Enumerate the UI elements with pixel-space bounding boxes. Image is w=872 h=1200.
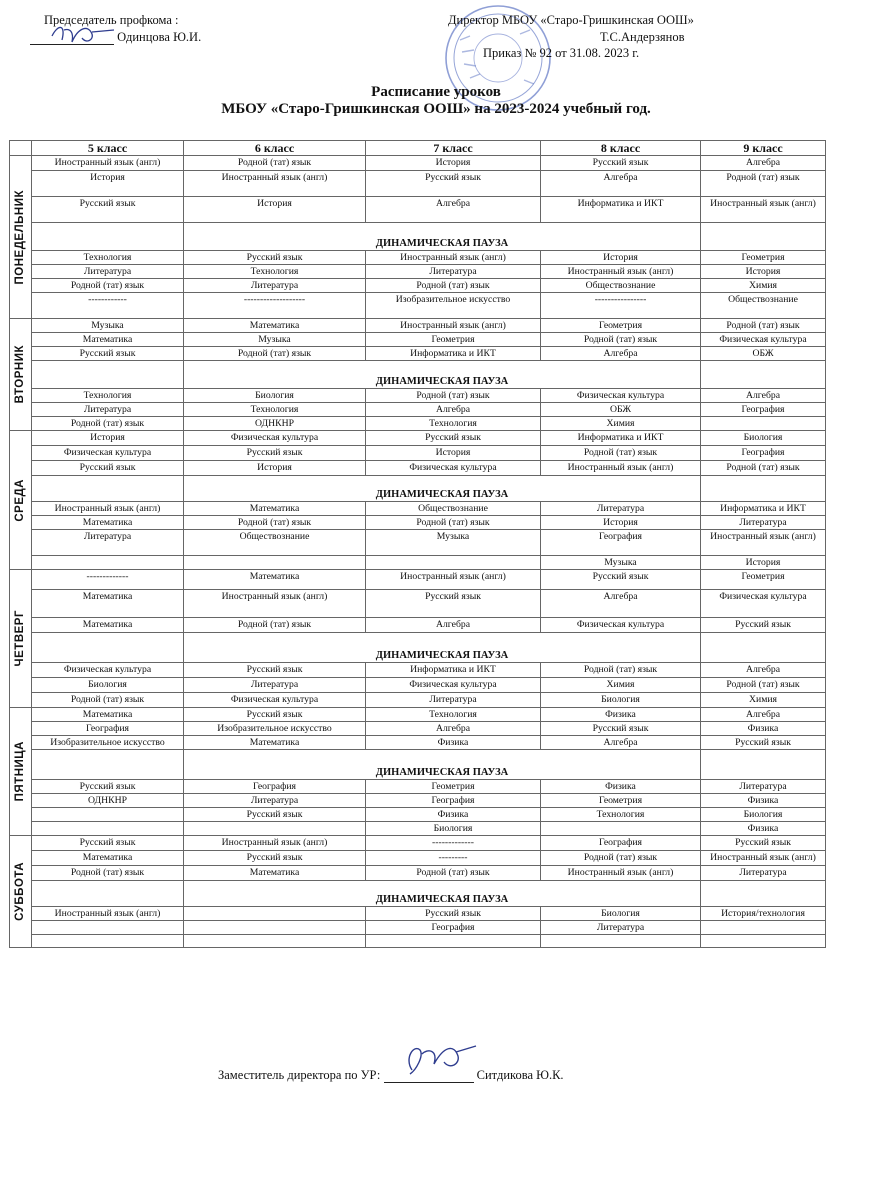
lesson-cell: Алгебра xyxy=(701,708,826,722)
lesson-cell: История xyxy=(701,265,826,279)
lesson-cell: История/технология xyxy=(701,907,826,921)
lesson-cell: Русский язык xyxy=(366,431,541,446)
schedule-body xyxy=(10,156,826,948)
lesson-cell: Литература xyxy=(701,866,826,881)
lesson-cell: Литература xyxy=(184,279,366,293)
lesson-cell: Алгебра xyxy=(701,389,826,403)
lesson-cell: Геометрия xyxy=(541,319,701,333)
day-name: ПОНЕДЕЛЬНИК xyxy=(14,189,26,285)
lesson-cell: Геометрия xyxy=(366,780,541,794)
day-name: ЧЕТВЕРГ xyxy=(14,610,26,667)
pause-empty-cell xyxy=(701,476,826,502)
lesson-cell: География xyxy=(366,921,541,935)
day-name: СУББОТА xyxy=(14,862,26,921)
lesson-row xyxy=(10,347,826,361)
title-line-1: Расписание уроков xyxy=(371,84,501,100)
lesson-row xyxy=(10,516,826,530)
lesson-row xyxy=(10,403,826,417)
day-name: СРЕДА xyxy=(14,478,26,522)
footer-signature xyxy=(218,1068,564,1083)
lesson-row xyxy=(10,851,826,866)
lesson-cell: ------------- xyxy=(32,570,184,590)
pause-empty-cell xyxy=(701,881,826,907)
lesson-cell: Биология xyxy=(366,822,541,836)
lesson-cell: Русский язык xyxy=(541,722,701,736)
lesson-cell: Родной (тат) язык xyxy=(701,461,826,476)
lesson-row xyxy=(10,502,826,516)
lesson-cell xyxy=(32,808,184,822)
lesson-cell: Алгебра xyxy=(701,663,826,678)
lesson-cell: Родной (тат) язык xyxy=(701,678,826,693)
lesson-row xyxy=(10,279,826,293)
lesson-cell: Русский язык xyxy=(32,461,184,476)
lesson-cell: Математика xyxy=(184,866,366,881)
day-label-cell xyxy=(10,836,32,948)
lesson-cell: Русский язык xyxy=(32,780,184,794)
lesson-cell: Родной (тат) язык xyxy=(32,693,184,708)
lesson-cell: Информатика и ИКТ xyxy=(701,502,826,516)
lesson-cell: Родной (тат) язык xyxy=(32,417,184,431)
lesson-cell: Технология xyxy=(184,403,366,417)
lesson-cell: Математика xyxy=(32,333,184,347)
lesson-cell: Иностранный язык (англ) xyxy=(541,461,701,476)
lesson-row xyxy=(10,530,826,556)
lesson-cell: Алгебра xyxy=(541,590,701,618)
lesson-cell: Иностранный язык (англ) xyxy=(541,866,701,881)
lesson-cell: Русский язык xyxy=(366,907,541,921)
lesson-row xyxy=(10,663,826,678)
lesson-cell: Родной (тат) язык xyxy=(366,279,541,293)
lesson-row xyxy=(10,722,826,736)
lesson-cell: ОДНКНР xyxy=(184,417,366,431)
lesson-cell: Биология xyxy=(701,808,826,822)
lesson-cell: Математика xyxy=(184,570,366,590)
pause-empty-cell xyxy=(32,750,184,780)
lesson-cell: Родной (тат) язык xyxy=(184,618,366,633)
handwritten-signature-left xyxy=(48,22,118,48)
lesson-cell: Физическая культура xyxy=(184,431,366,446)
lesson-row xyxy=(10,678,826,693)
lesson-cell: Математика xyxy=(184,319,366,333)
lesson-cell: Биология xyxy=(701,431,826,446)
lesson-cell: Русский язык xyxy=(32,347,184,361)
lesson-cell: Обществознание xyxy=(184,530,366,556)
lesson-row xyxy=(10,319,826,333)
lesson-cell: Технология xyxy=(184,265,366,279)
lesson-cell: История xyxy=(32,431,184,446)
lesson-cell: Технология xyxy=(541,808,701,822)
lesson-cell: Математика xyxy=(184,502,366,516)
lesson-cell: Музыка xyxy=(32,319,184,333)
lesson-cell: Обществознание xyxy=(366,502,541,516)
day-label-cell xyxy=(10,570,32,708)
lesson-cell xyxy=(366,935,541,948)
lesson-cell: Биология xyxy=(541,907,701,921)
lesson-cell: Технология xyxy=(366,417,541,431)
lesson-cell: Музыка xyxy=(184,333,366,347)
lesson-cell: Иностранный язык (англ) xyxy=(366,570,541,590)
pause-empty-cell xyxy=(32,881,184,907)
lesson-cell: Изобразительное искусство xyxy=(184,722,366,736)
lesson-cell: Родной (тат) язык xyxy=(366,389,541,403)
pause-empty-cell xyxy=(701,750,826,780)
lesson-cell: Информатика и ИКТ xyxy=(541,197,701,223)
dynamic-pause-cell: ДИНАМИЧЕСКАЯ ПАУЗА xyxy=(184,361,701,389)
lesson-cell: Русский язык xyxy=(184,446,366,461)
lesson-cell: Информатика и ИКТ xyxy=(366,347,541,361)
lesson-cell: Родной (тат) язык xyxy=(184,516,366,530)
lesson-cell: Музыка xyxy=(366,530,541,556)
lesson-cell: География xyxy=(366,794,541,808)
lesson-cell: Русский язык xyxy=(32,197,184,223)
lesson-cell: ОДНКНР xyxy=(32,794,184,808)
lesson-cell xyxy=(184,935,366,948)
lesson-row xyxy=(10,590,826,618)
lesson-cell: Литература xyxy=(366,265,541,279)
lesson-cell: Иностранный язык (англ) xyxy=(701,530,826,556)
lesson-cell: Алгебра xyxy=(701,156,826,171)
title-line-2: МБОУ «Старо-Гришкинская ООШ» на 2023-2024 учебный год. xyxy=(221,101,651,117)
lesson-cell: Иностранный язык (англ) xyxy=(701,197,826,223)
lesson-cell: Физика xyxy=(701,794,826,808)
lesson-cell: Биология xyxy=(541,693,701,708)
lesson-cell: Русский язык xyxy=(184,708,366,722)
lesson-cell: Родной (тат) язык xyxy=(541,663,701,678)
lesson-cell: Алгебра xyxy=(366,722,541,736)
lesson-cell: Иностранный язык (англ) xyxy=(184,836,366,851)
lesson-cell: Литература xyxy=(184,794,366,808)
lesson-cell: --------- xyxy=(366,851,541,866)
pause-empty-cell xyxy=(32,633,184,663)
lesson-cell: Математика xyxy=(32,618,184,633)
lesson-cell: Литература xyxy=(32,530,184,556)
lesson-cell xyxy=(184,822,366,836)
lesson-cell: Математика xyxy=(184,736,366,750)
lesson-cell: География xyxy=(701,446,826,461)
column-header: 7 класс xyxy=(366,141,541,156)
lesson-row xyxy=(10,333,826,347)
column-header: 5 класс xyxy=(32,141,184,156)
lesson-cell: Родной (тат) язык xyxy=(32,866,184,881)
lesson-row xyxy=(10,389,826,403)
director-title: Директор МБОУ «Старо-Гришкинская ООШ» xyxy=(448,13,694,27)
lesson-row xyxy=(10,556,826,570)
pause-row xyxy=(10,881,826,907)
lesson-cell: ОБЖ xyxy=(701,347,826,361)
lesson-cell xyxy=(366,556,541,570)
day-label-cell xyxy=(10,319,32,431)
lesson-row xyxy=(10,265,826,279)
lesson-cell: География xyxy=(32,722,184,736)
lesson-cell: Физика xyxy=(366,736,541,750)
lesson-cell: Русский язык xyxy=(541,156,701,171)
lesson-cell: Химия xyxy=(541,678,701,693)
pause-empty-cell xyxy=(701,633,826,663)
lesson-row xyxy=(10,171,826,197)
director-name: Т.С.Андерзянов xyxy=(600,30,685,44)
lesson-cell xyxy=(32,822,184,836)
lesson-cell: Математика xyxy=(32,590,184,618)
lesson-row xyxy=(10,935,826,948)
order-number: Приказ № 92 от 31.08. 2023 г. xyxy=(483,46,640,60)
lesson-cell: Математика xyxy=(32,516,184,530)
lesson-cell: Родной (тат) язык xyxy=(701,171,826,197)
day-name: ПЯТНИЦА xyxy=(14,741,26,802)
day-label-cell xyxy=(10,431,32,570)
lesson-cell xyxy=(32,921,184,935)
lesson-cell: Физическая культура xyxy=(366,678,541,693)
lesson-cell: Иностранный язык (англ) xyxy=(32,502,184,516)
lesson-cell: Русский язык xyxy=(366,171,541,197)
lesson-row xyxy=(10,808,826,822)
day-name: ВТОРНИК xyxy=(14,345,26,404)
lesson-cell: Иностранный язык (англ) xyxy=(541,265,701,279)
lesson-cell: Биология xyxy=(32,678,184,693)
lesson-cell: Физическая культура xyxy=(184,693,366,708)
lesson-cell: Русский язык xyxy=(184,663,366,678)
lesson-row xyxy=(10,431,826,446)
lesson-cell: История xyxy=(541,251,701,265)
lesson-cell: Физика xyxy=(701,722,826,736)
lesson-row xyxy=(10,836,826,851)
pause-row xyxy=(10,476,826,502)
lesson-cell: Иностранный язык (англ) xyxy=(32,156,184,171)
lesson-cell: Родной (тат) язык xyxy=(541,851,701,866)
lesson-cell: Физическая культура xyxy=(32,663,184,678)
pause-empty-cell xyxy=(701,223,826,251)
lesson-cell: Физическая культура xyxy=(32,446,184,461)
lesson-row xyxy=(10,446,826,461)
profkom-chair-label: Председатель профкома : xyxy=(44,13,179,27)
lesson-cell xyxy=(184,921,366,935)
lesson-cell: Физика xyxy=(541,708,701,722)
lesson-cell: Алгебра xyxy=(541,171,701,197)
column-header: 8 класс xyxy=(541,141,701,156)
lesson-cell: Русский язык xyxy=(366,590,541,618)
lesson-cell: Информатика и ИКТ xyxy=(366,663,541,678)
lesson-cell: История xyxy=(541,516,701,530)
lesson-cell: Литература xyxy=(32,403,184,417)
document-title xyxy=(0,84,872,118)
day-label-cell xyxy=(10,708,32,836)
lesson-row xyxy=(10,417,826,431)
lesson-cell: ------------ xyxy=(32,293,184,319)
lesson-row xyxy=(10,197,826,223)
lesson-row xyxy=(10,251,826,265)
lesson-cell: История xyxy=(366,446,541,461)
lesson-cell: Литература xyxy=(184,678,366,693)
lesson-cell xyxy=(184,907,366,921)
lesson-cell: Музыка xyxy=(541,556,701,570)
lesson-cell: Родной (тат) язык xyxy=(701,319,826,333)
lesson-cell: Иностранный язык (англ) xyxy=(184,590,366,618)
pause-row xyxy=(10,223,826,251)
lesson-cell: История xyxy=(32,171,184,197)
lesson-cell: ------------------- xyxy=(184,293,366,319)
lesson-cell: Биология xyxy=(184,389,366,403)
lesson-cell: Физика xyxy=(701,822,826,836)
lesson-cell: Родной (тат) язык xyxy=(541,333,701,347)
lesson-cell: Литература xyxy=(541,921,701,935)
dynamic-pause-cell: ДИНАМИЧЕСКАЯ ПАУЗА xyxy=(184,223,701,251)
lesson-row xyxy=(10,570,826,590)
lesson-cell: Литература xyxy=(32,265,184,279)
lesson-cell: Родной (тат) язык xyxy=(184,347,366,361)
lesson-cell: Родной (тат) язык xyxy=(541,446,701,461)
lesson-cell: Русский язык xyxy=(184,251,366,265)
lesson-cell xyxy=(701,921,826,935)
lesson-cell: Химия xyxy=(701,279,826,293)
lesson-cell: Алгебра xyxy=(541,736,701,750)
lesson-cell xyxy=(32,556,184,570)
lesson-cell: Геометрия xyxy=(541,794,701,808)
lesson-cell: Физика xyxy=(541,780,701,794)
lesson-cell: История xyxy=(701,556,826,570)
lesson-cell: ---------------- xyxy=(541,293,701,319)
lesson-cell: Геометрия xyxy=(701,251,826,265)
lesson-cell: ------------- xyxy=(366,836,541,851)
lesson-cell: История xyxy=(366,156,541,171)
lesson-cell: Технология xyxy=(32,251,184,265)
lesson-cell: Родной (тат) язык xyxy=(32,279,184,293)
lesson-cell: История xyxy=(184,197,366,223)
lesson-cell: Русский язык xyxy=(701,836,826,851)
pause-row xyxy=(10,361,826,389)
lesson-cell: Литература xyxy=(366,693,541,708)
lesson-cell: Математика xyxy=(32,851,184,866)
deputy-director-name: Ситдикова Ю.К. xyxy=(476,1068,564,1082)
day-label-cell xyxy=(10,156,32,319)
lesson-cell: ОБЖ xyxy=(541,403,701,417)
lesson-cell: Информатика и ИКТ xyxy=(541,431,701,446)
lesson-cell: Физическая культура xyxy=(701,333,826,347)
lesson-row xyxy=(10,461,826,476)
lesson-cell: Физическая культура xyxy=(541,389,701,403)
lesson-cell: Родной (тат) язык xyxy=(366,866,541,881)
pause-row xyxy=(10,750,826,780)
lesson-cell: Изобразительное искусство xyxy=(32,736,184,750)
lesson-row xyxy=(10,293,826,319)
lesson-cell: Литература xyxy=(701,780,826,794)
lesson-cell: Алгебра xyxy=(366,197,541,223)
lesson-row xyxy=(10,866,826,881)
lesson-cell: Русский язык xyxy=(701,618,826,633)
lesson-cell: Русский язык xyxy=(701,736,826,750)
dynamic-pause-cell: ДИНАМИЧЕСКАЯ ПАУЗА xyxy=(184,633,701,663)
schedule-table xyxy=(9,140,826,948)
lesson-cell: Родной (тат) язык xyxy=(184,156,366,171)
lesson-cell xyxy=(701,417,826,431)
lesson-row xyxy=(10,156,826,171)
lesson-cell: Русский язык xyxy=(184,851,366,866)
lesson-cell: Литература xyxy=(701,516,826,530)
lesson-cell: Иностранный язык (англ) xyxy=(184,171,366,197)
lesson-cell xyxy=(701,935,826,948)
lesson-cell: История xyxy=(184,461,366,476)
lesson-cell xyxy=(541,822,701,836)
lesson-cell: Физическая культура xyxy=(366,461,541,476)
lesson-cell: Математика xyxy=(32,708,184,722)
lesson-cell: Русский язык xyxy=(541,570,701,590)
lesson-cell: Физическая культура xyxy=(541,618,701,633)
lesson-cell: Иностранный язык (англ) xyxy=(32,907,184,921)
lesson-row xyxy=(10,794,826,808)
lesson-cell: Изобразительное искусство xyxy=(366,293,541,319)
lesson-cell: Физика xyxy=(366,808,541,822)
lesson-cell: Русский язык xyxy=(32,836,184,851)
lesson-cell: Химия xyxy=(701,693,826,708)
handwritten-signature-footer xyxy=(398,1040,478,1080)
lesson-row xyxy=(10,921,826,935)
lesson-cell: География xyxy=(541,836,701,851)
lesson-cell: Алгебра xyxy=(541,347,701,361)
dynamic-pause-cell: ДИНАМИЧЕСКАЯ ПАУЗА xyxy=(184,750,701,780)
lesson-cell: Обществознание xyxy=(701,293,826,319)
lesson-cell: Русский язык xyxy=(184,808,366,822)
lesson-cell: Технология xyxy=(366,708,541,722)
dynamic-pause-cell: ДИНАМИЧЕСКАЯ ПАУЗА xyxy=(184,881,701,907)
pause-empty-cell xyxy=(32,361,184,389)
pause-empty-cell xyxy=(32,223,184,251)
dynamic-pause-cell: ДИНАМИЧЕСКАЯ ПАУЗА xyxy=(184,476,701,502)
lesson-row xyxy=(10,822,826,836)
lesson-cell: Иностранный язык (англ) xyxy=(366,319,541,333)
lesson-cell: Алгебра xyxy=(366,618,541,633)
lesson-cell xyxy=(541,935,701,948)
column-header: 9 класс xyxy=(701,141,826,156)
lesson-row xyxy=(10,618,826,633)
lesson-row xyxy=(10,780,826,794)
lesson-row xyxy=(10,693,826,708)
lesson-cell: Технология xyxy=(32,389,184,403)
lesson-cell: Геометрия xyxy=(701,570,826,590)
lesson-cell: Литература xyxy=(541,502,701,516)
lesson-cell: География xyxy=(701,403,826,417)
lesson-cell: Родной (тат) язык xyxy=(366,516,541,530)
pause-empty-cell xyxy=(701,361,826,389)
lesson-cell: Обществознание xyxy=(541,279,701,293)
lesson-row xyxy=(10,736,826,750)
lesson-row xyxy=(10,907,826,921)
lesson-cell xyxy=(32,935,184,948)
lesson-cell: Иностранный язык (англ) xyxy=(701,851,826,866)
header-row xyxy=(10,141,826,156)
lesson-cell: Физическая культура xyxy=(701,590,826,618)
lesson-cell: География xyxy=(184,780,366,794)
deputy-director-label: Заместитель директора по УР: xyxy=(218,1068,381,1082)
column-header: 6 класс xyxy=(184,141,366,156)
pause-empty-cell xyxy=(32,476,184,502)
lesson-cell: Иностранный язык (англ) xyxy=(366,251,541,265)
profkom-chair-name: Одинцова Ю.И. xyxy=(117,30,202,44)
pause-row xyxy=(10,633,826,663)
lesson-cell: Химия xyxy=(541,417,701,431)
lesson-cell xyxy=(184,556,366,570)
lesson-cell: Геометрия xyxy=(366,333,541,347)
lesson-row xyxy=(10,708,826,722)
lesson-cell: География xyxy=(541,530,701,556)
day-header-corner xyxy=(10,141,32,156)
lesson-cell: Алгебра xyxy=(366,403,541,417)
